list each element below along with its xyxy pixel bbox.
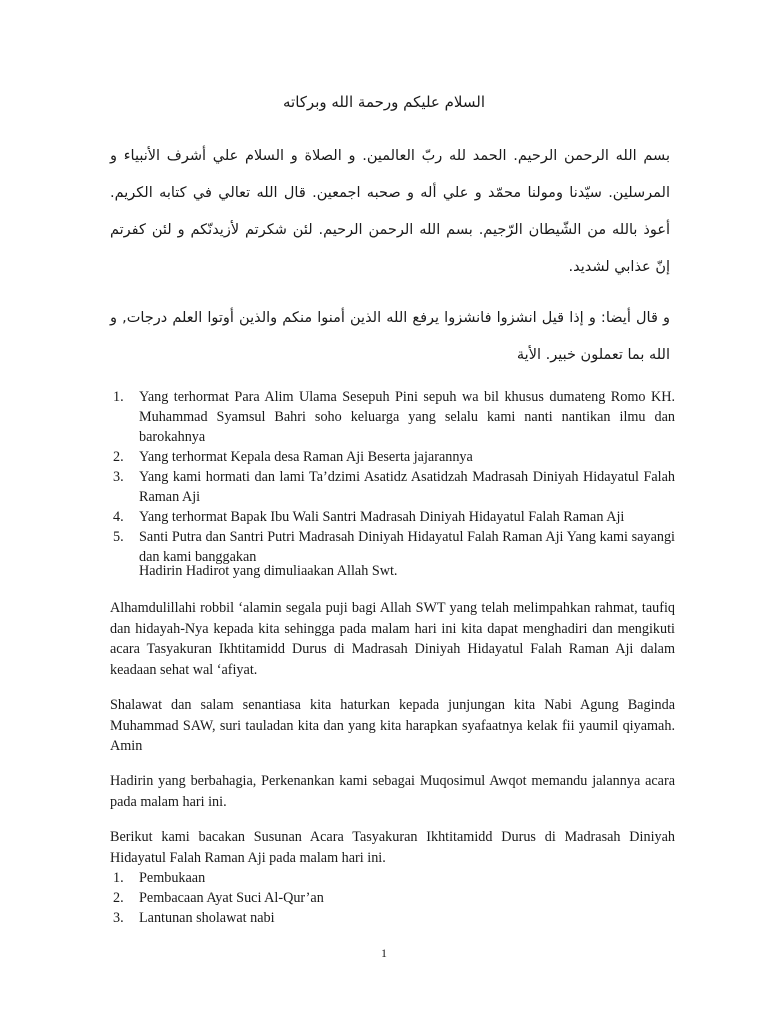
list-number: 5. [113,529,124,545]
list-text: Pembacaan Ayat Suci Al-Qur’an [139,890,324,906]
list-item [110,908,675,928]
agenda-list [110,868,675,928]
paragraph-alhamdulillah: Alhamdulillahi robbil ‘alamin segala puji bagi Allah SWT yang telah melimpahkan rahmat, taufiq dan hidayah-Nya kepada kita sehingga pada malam hari ini kita dapat menghadiri dan mengikuti acara Tasyakuran Ikhtitamidd Durus di Madrasah Diniyah Hidayatul Falah Raman Aji dalam keadaan sehat wal ‘afiyat. [110,600,675,678]
list-item [110,888,675,908]
arabic-greeting: السلام عليكم ورحمة الله وبركاته [283,93,485,111]
hadirin-line: Hadirin Hadirot yang dimuliaakan Allah Swt. [139,563,398,579]
list-number: 3. [113,910,124,926]
list-item [110,387,675,447]
list-number: 1. [113,870,124,886]
list-number: 2. [113,890,124,906]
list-text: Lantunan sholawat nabi [139,910,275,926]
list-text: Pembukaan [139,870,206,886]
arabic-verse-text: و قال أيضا: و إذا قيل انشزوا فانشزوا يرفع الله الذين أمنوا منكم والذين أوتوا العلم درجات, و الله بما تعملون خبير. الأية [110,310,670,363]
greetings-list [110,387,675,567]
list-item [110,507,675,527]
paragraph-susunan-acara: Berikut kami bacakan Susunan Acara Tasyakuran Ikhtitamidd Durus di Madrasah Diniyah Hidayatul Falah Raman Aji pada malam hari ini. [110,829,675,866]
list-item [110,467,675,507]
paragraph-shalawat: Shalawat dan salam senantiasa kita haturkan kepada junjungan kita Nabi Agung Baginda Muhammad SAW, suri tauladan kita dan yang kita harapkan syafaatnya kelak fii yaumil qiyamah. Amin [110,697,675,754]
list-number: 3. [113,469,124,485]
list-text: Yang kami hormati dan lami Ta’dzimi Asatidz Asatidzah Madrasah Diniyah Hidayatul Falah Raman Aji [139,469,675,505]
paragraph-muqosimul: Hadirin yang berbahagia, Perkenankan kami sebagai Muqosimul Awqot memandu jalannya acara pada malam hari ini. [110,773,675,810]
list-item [110,868,675,888]
list-number: 1. [113,389,124,405]
page-number: 1 [381,946,387,960]
list-text: Yang terhormat Bapak Ibu Wali Santri Madrasah Diniyah Hidayatul Falah Raman Aji [139,509,625,525]
list-number: 4. [113,509,124,525]
arabic-opening-paragraph [110,138,670,286]
list-text: Yang terhormat Kepala desa Raman Aji Beserta jajarannya [139,449,473,465]
list-number: 2. [113,449,124,465]
arabic-verse-paragraph [110,300,670,374]
list-text: Yang terhormat Para Alim Ulama Sesepuh Pini sepuh wa bil khusus dumateng Romo KH. Muhammad Syamsul Bahri soho keluarga yang selalu kami nanti nantikan ilmu dan barokahnya [139,389,675,445]
list-item [110,447,675,467]
list-text: Santi Putra dan Santri Putri Madrasah Diniyah Hidayatul Falah Raman Aji Yang kami sayangi dan kami banggakan [139,529,675,565]
arabic-opening-text: بسم الله الرحمن الرحيم. الحمد لله ربّ العالمين. و الصلاة و السلام علي أشرف الأنبياء و المرسلين. سيّدنا ومولنا محمّد و علي أله و صحبه اجمعين. قال الله تعالي في كتابه الكريم. أعوذ بالله من الشّيطان الرّجيم. بسم الله الرحمن الرحيم. لئن شكرتم لأزيدنّكم و لئن كفرتم إنّ عذابي لشديد. [110,148,670,275]
